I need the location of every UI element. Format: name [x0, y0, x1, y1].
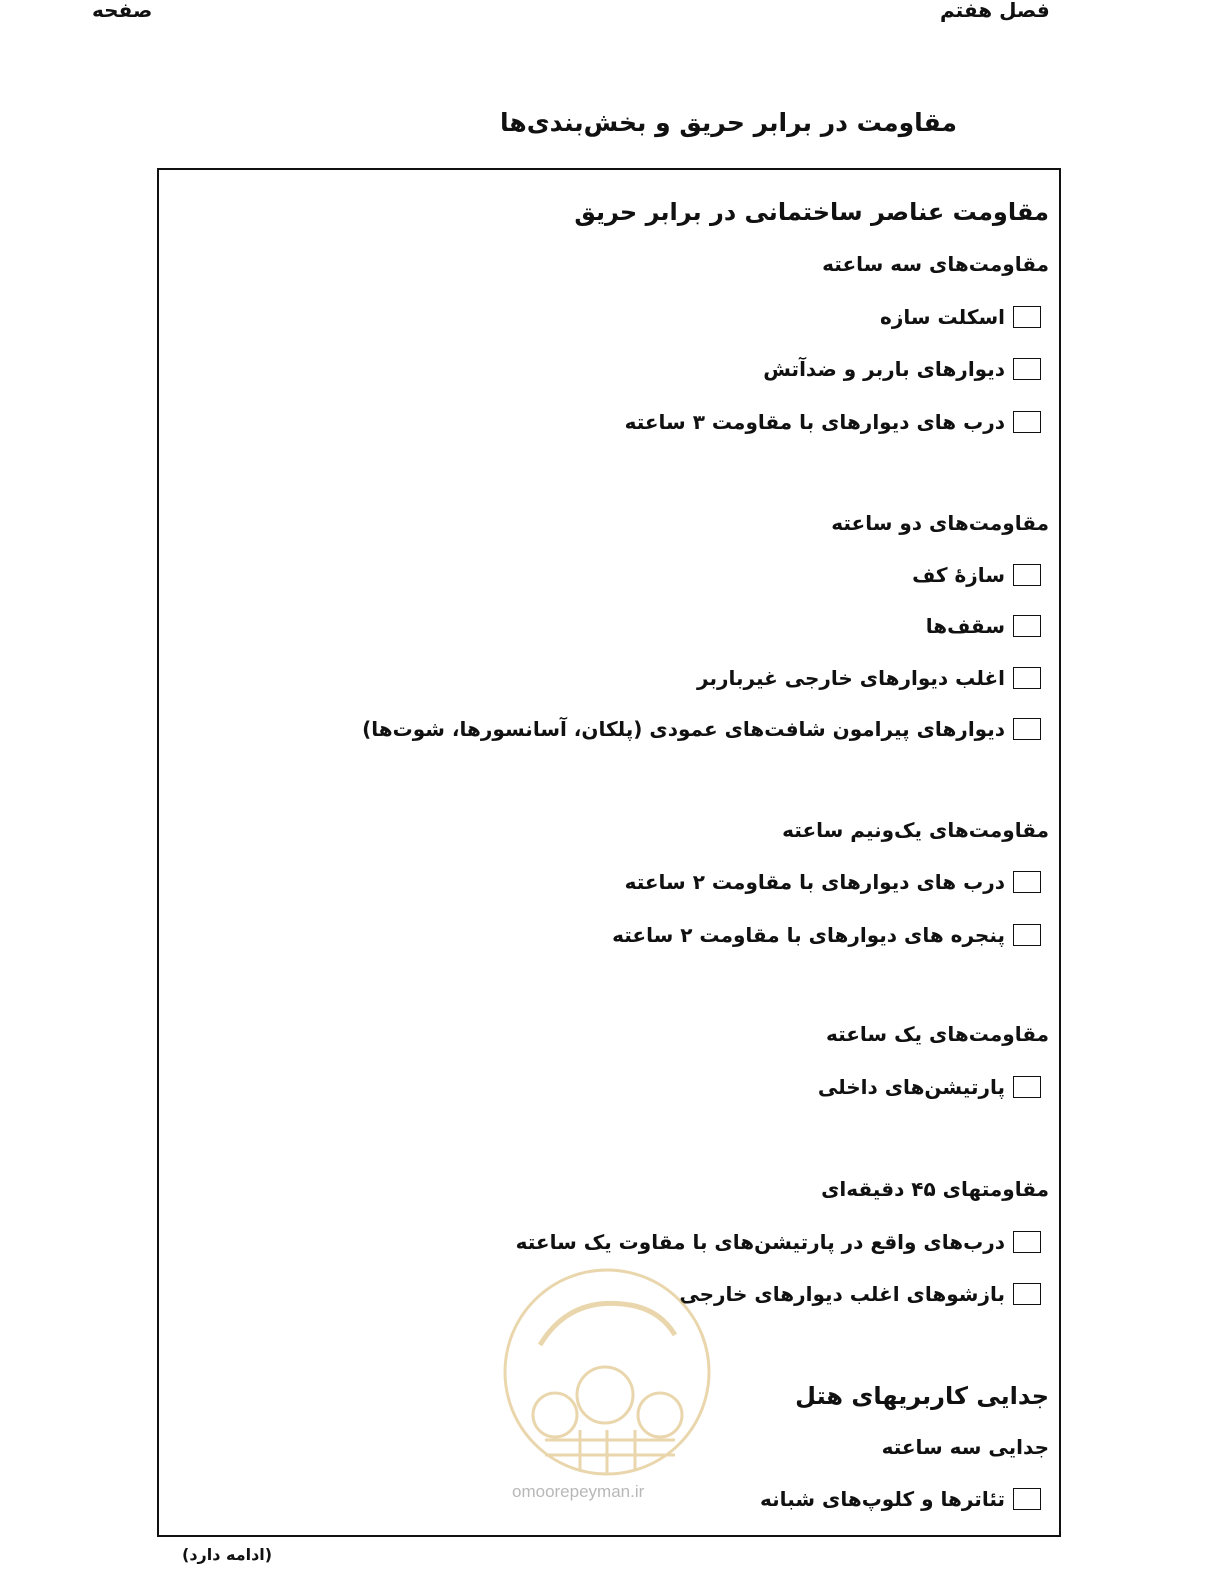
- checkbox[interactable]: [1013, 564, 1041, 586]
- checkbox[interactable]: [1013, 411, 1041, 433]
- section-title: مقاومت‌های یک‌ونیم ساعته: [782, 818, 1049, 842]
- main-heading: مقاومت عناصر ساختمانی در برابر حریق: [574, 198, 1049, 226]
- chapter-header: فصل هفتم: [940, 0, 1050, 22]
- checklist-item[interactable]: بازشوهای اغلب دیوارهای خارجی: [679, 1282, 1041, 1306]
- content-frame: [157, 168, 1061, 1537]
- checklist-item[interactable]: درب‌های واقع در پارتیشن‌های با مقاوت یک ساعته: [516, 1230, 1041, 1254]
- checkbox[interactable]: [1013, 1076, 1041, 1098]
- checkbox[interactable]: [1013, 1283, 1041, 1305]
- checklist-item[interactable]: درب های دیوارهای با مقاومت ۳ ساعته: [625, 410, 1041, 434]
- checkbox[interactable]: [1013, 1488, 1041, 1510]
- checklist-item[interactable]: درب های دیوارهای با مقاومت ۲ ساعته: [625, 870, 1041, 894]
- checklist-item[interactable]: تئاترها و کلوپ‌های شبانه: [760, 1487, 1041, 1511]
- continued-note: (ادامه دارد): [182, 1545, 273, 1564]
- checkbox[interactable]: [1013, 667, 1041, 689]
- checkbox[interactable]: [1013, 1231, 1041, 1253]
- checkbox[interactable]: [1013, 718, 1041, 740]
- checkbox[interactable]: [1013, 306, 1041, 328]
- section-title: مقاومت‌های یک ساعته: [825, 1022, 1049, 1046]
- checklist-item[interactable]: اغلب دیوارهای خارجی غیرباربر: [697, 666, 1041, 690]
- checklist-item[interactable]: پنجره های دیوارهای با مقاومت ۲ ساعته: [612, 923, 1041, 947]
- checkbox[interactable]: [1013, 924, 1041, 946]
- checklist-item[interactable]: اسکلت سازه: [880, 305, 1041, 329]
- section-title: مقاومتهای ۴۵ دقیقه‌ای: [821, 1177, 1049, 1201]
- checklist-item[interactable]: سازهٔ کف: [912, 563, 1041, 587]
- checkbox[interactable]: [1013, 358, 1041, 380]
- checklist-item[interactable]: دیوارهای پیرامون شافت‌های عمودی (پلکان، آسانسورها، شوت‌ها): [362, 717, 1041, 741]
- page-title: مقاومت در برابر حریق و بخش‌بندی‌ها: [500, 108, 957, 137]
- section-title: مقاومت‌های دو ساعته: [831, 511, 1049, 535]
- checkbox[interactable]: [1013, 615, 1041, 637]
- checklist-item[interactable]: پارتیشن‌های داخلی: [818, 1075, 1041, 1099]
- section-heading: جدایی کاربریهای هتل: [795, 1382, 1049, 1410]
- checklist-item[interactable]: دیوارهای باربر و ضدآتش: [763, 357, 1041, 381]
- page-header-left: صفحه: [92, 0, 153, 22]
- watermark-text: omoorepeyman.ir: [512, 1482, 645, 1501]
- checklist-item[interactable]: سقف‌ها: [926, 614, 1041, 638]
- section-title: مقاومت‌های سه ساعته: [822, 252, 1049, 276]
- section-title: جدایی سه ساعته: [881, 1435, 1049, 1459]
- checkbox[interactable]: [1013, 871, 1041, 893]
